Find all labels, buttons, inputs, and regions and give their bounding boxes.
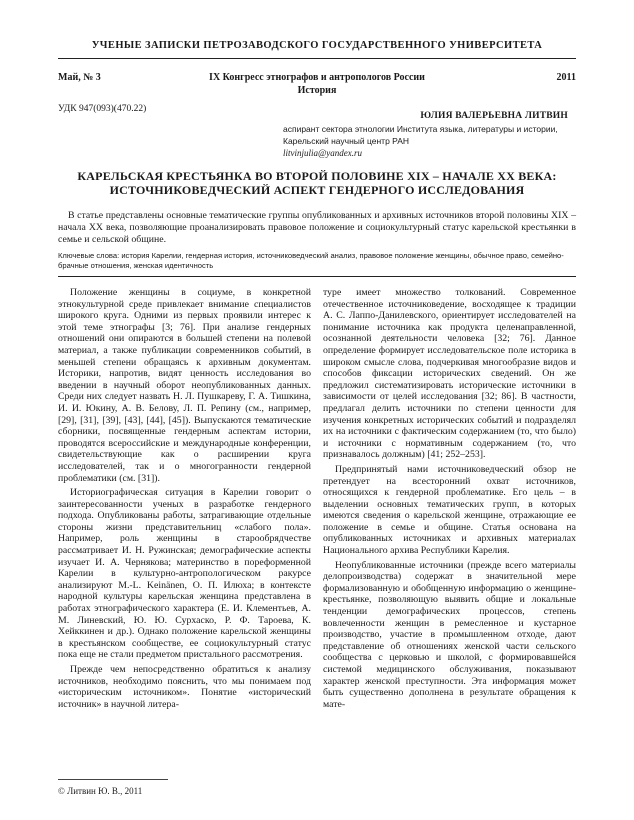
abstract: В статье представлены основные тематические группы опубликованных и архивных источников второй половины XIX – начала XX века, позволяющие проанализировать правовое положение и социокультурный статус карельской крестьянки в семье и сельской общине. — [58, 210, 576, 245]
body-column-right — [323, 287, 576, 713]
journal-title: УЧЕНЫЕ ЗАПИСКИ ПЕТРОЗАВОДСКОГО ГОСУДАРСТВЕННОГО УНИВЕРСИТЕТА — [91, 40, 543, 51]
issue-number: Май, № 3 — [58, 72, 101, 83]
body-paragraph: Прежде чем непосредственно обратиться к анализу источников, необходимо пояснить, что мы понимаем под «историческим источником». Понятие «исторический источник» в научной литера- — [58, 664, 311, 710]
copyright-notice: © Литвин Ю. В., 2011 — [58, 786, 143, 796]
body-paragraph: Положение женщины в социуме, в конкретной этнокультурной среде привлекает внимание специалистов широкого круга. Одними из первых проявили интерес к этой теме этнографы [3; 76]. При анализе гендерных отношений они опираются в большей степени на полевой материал, а также публикации современников событий, в меньшей степени обращаясь к архивным документам. Историки, напротив, видят ценность исследования во введении в научный оборот неопубликованных данных. Среди них следует назвать Н. Л. Пушкареву, Г. А. Тишкина, И. И. Юкину, А. В. Белову, Л. П. Репину (см., например, [29], [31], [39], [43], [44], [45]). Выпускаются тематические сборники, посвященные гендерным аспектам истории, проводятся всероссийские и международные конференции, свидетельствующие как о расширении круга исследователей, так и о многогранности гендерной проблематики (см. [31]). — [58, 287, 311, 484]
footnote-rule — [58, 779, 168, 780]
author-name: ЮЛИЯ ВАЛЕРЬЕВНА ЛИТВИН — [420, 111, 568, 121]
body-paragraph: Предпринятый нами источниковедческий обзор не претендует на всесторонний охват источников, относящихся к гендерной проблематике. Его цель – в выделении основных тематических групп, в которых имеются сведения о карельской женщине, отражающие ее положение в семье и общине. Статья основана на опубликованных источниках и архивных материалах Национального архива Республики Карелия. — [323, 463, 576, 557]
body-paragraph: Историографическая ситуация в Карелии говорит о заинтересованности ученых в разработке гендерного подхода. Опубликованы работы, затрагивающие отдельные стороны жизни представительниц «слабого пола». Например, роль женщины в старообрядчестве рассматривает И. Н. Ружинская; демографические аспекты изучает И. А. Чернякова; материнство в пореформенной Карелии в культурно-антропологическом ракурсе анализируют M.-L. Keinänen, О. П. Илюха; в контексте народной культуры карельская женщина представлена в работах этнографического характера (Е. И. Клементьев, А. М. Линевский, Ю. Ю. Сурхаско, Р. Ф. Тароева, К. Хейккинен и др.). Однако положение карельской женщины в крестьянском сообществе, ее социокультурный статус пока еще не стали предметом пристального рассмотрения. — [58, 487, 311, 661]
author-email[interactable]: litvinjulia@yandex.ru — [283, 148, 363, 158]
keywords: Ключевые слова: история Карелии, гендерная история, источниковедческий анализ, правовое положение женщины, обычное право, семейно-брачные отношения, женская идентичность — [58, 251, 564, 270]
article-title: КАРЕЛЬСКАЯ КРЕСТЬЯНКА ВО ВТОРОЙ ПОЛОВИНЕ XIX – НАЧАЛЕ XX ВЕКА: ИСТОЧНИКОВЕДЧЕСКИЙ АСПЕКТ ГЕНДЕРНОГО ИССЛЕДОВАНИЯ — [77, 169, 557, 197]
congress-title: IX Конгресс этнографов и антропологов России — [209, 72, 425, 83]
body-paragraph: туре имеет множество толкований. Современное отечественное источниковедение, восходящее к традиции А. С. Лаппо-Данилевского, ориентирует исследователей на понимание источника как продукта целенаправленной, осознанной деятельности человека [32; 76]. Данное определение формирует исследовательское поле историка в широком смысле слова, подчеркивая многообразие видов и способов фиксации исторических сведений. Он же предложил систематизировать исторические источники в зависимости от целей исследования [32; 86]. В частности, предлагал делить источники по степени ценности для изучения конкретных исторических событий и подразделял их на источники с фактическим содержанием (то, что было) и источники с нормативным содержанием (то, что признавалось должным) [41; 252–253]. — [323, 287, 576, 461]
header-rule — [58, 58, 576, 59]
publication-year: 2011 — [556, 72, 576, 83]
section-name: История — [297, 85, 337, 96]
body-column-left — [58, 287, 311, 713]
udk-code: УДК 947(093)(470.22) — [58, 104, 147, 114]
author-affiliation: аспирант сектора этнологии Института языка, литературы и истории, Карельский научный центр РАН — [283, 124, 558, 146]
body-paragraph: Неопубликованные источники (прежде всего материалы делопроизводства) содержат в значительной мере формализованную и обобщенную информацию о женщине-крестьянке, позволяющую выявить общие и локальные тенденции демографических процессов, степень вовлеченности женщин в ремесленное и кустарное производство, участие в промышленном отходе, дают представление об отношениях женской части сельского сообщества с церковью и школой, с формировавшейся системой медицинского обслуживания, показывают характер женской преступности. Эта информация может быть существенно дополнена в результате обращения к мате- — [323, 559, 576, 710]
abstract-rule — [58, 276, 576, 277]
